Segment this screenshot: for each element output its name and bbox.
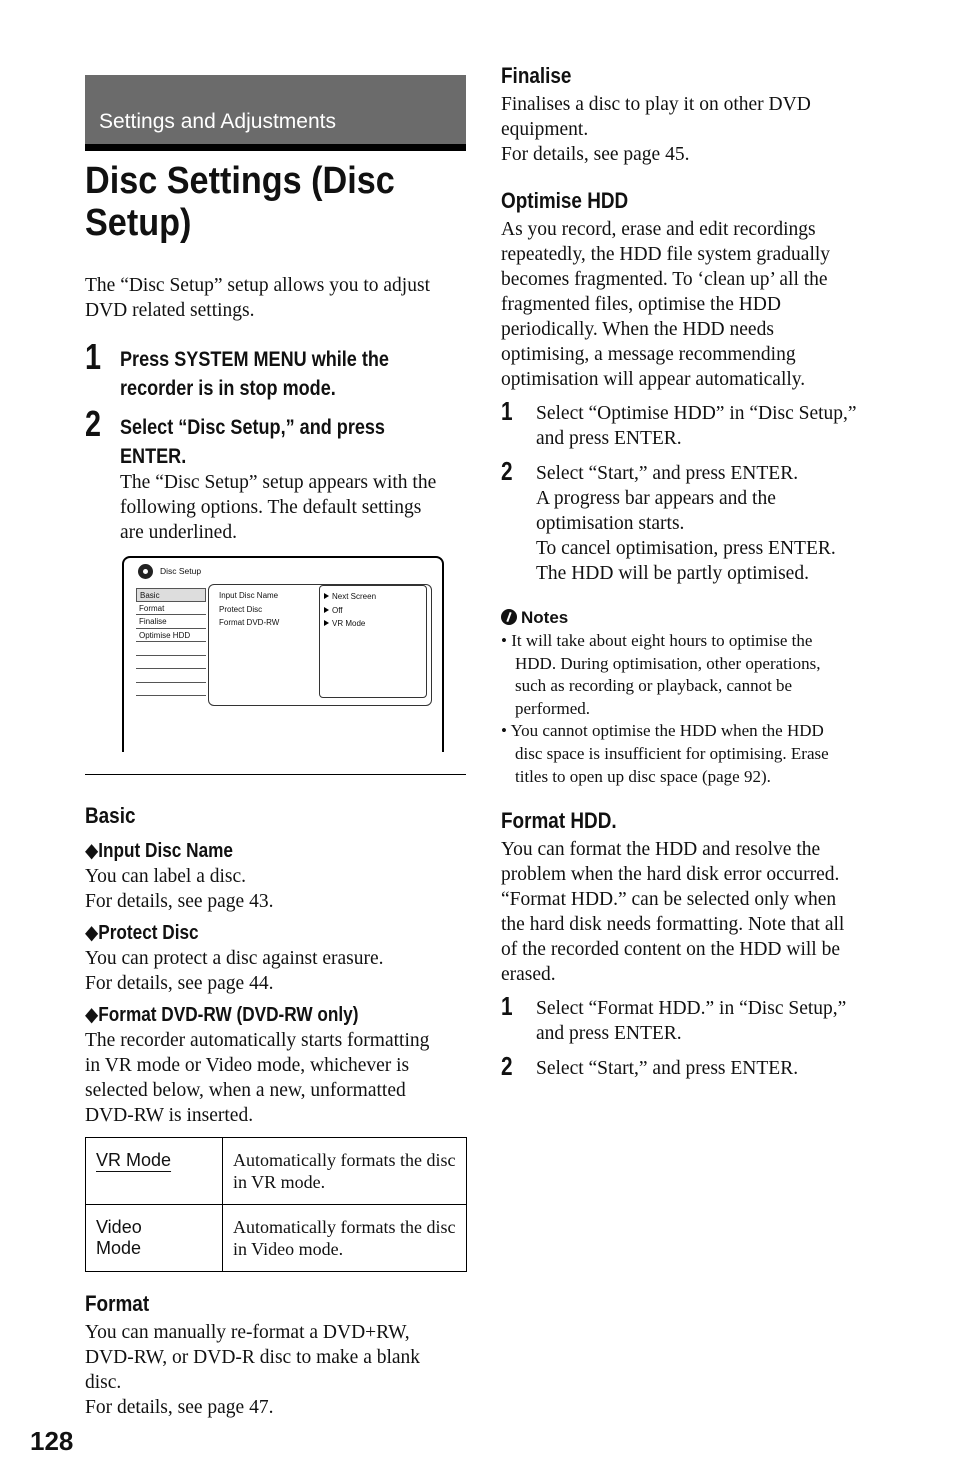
diamond-icon: ◆ xyxy=(85,840,99,862)
menu-item-basic[interactable]: Basic xyxy=(136,588,206,602)
page-number: 128 xyxy=(30,1426,74,1456)
menu-item-optimise-hdd[interactable]: Optimise HDD xyxy=(136,629,206,643)
desc-cell: Automatically formats the disc in Video mode. xyxy=(223,1205,467,1272)
option-labels xyxy=(219,589,279,630)
desc-cell: Automatically formats the disc in VR mode. xyxy=(223,1138,467,1205)
step-number: 1 xyxy=(501,991,513,1021)
menu-item-empty xyxy=(136,642,206,656)
format-text: You can manually re-format a DVD+RW, DVD-RW, or DVD-R disc to make a blank disc. For details, see page 47. xyxy=(85,1322,421,1418)
note-item: • You cannot optimise the HDD when the HDD disc space is insufficient for optimising. Erase titles to open up disc space (page 92). xyxy=(501,721,829,786)
disc-setup-screen xyxy=(122,556,444,752)
protect-disc-text: You can protect a disc against erasure. For details, see page 44. xyxy=(85,948,384,994)
menu-item-format[interactable]: Format xyxy=(136,602,206,616)
section-label: Settings and Adjustments xyxy=(99,110,336,133)
diamond-icon: ◆ xyxy=(85,922,99,944)
mode-table xyxy=(85,1137,467,1272)
step-heading: Press SYSTEM MENU while the recorder is in stop mode. xyxy=(120,348,389,400)
subheading-input-disc-name: ◆Input Disc Name xyxy=(85,840,234,862)
divider xyxy=(85,774,466,775)
disc-icon xyxy=(138,564,153,579)
option-input-disc-name[interactable]: Input Disc Name xyxy=(219,591,279,600)
menu-item-empty xyxy=(136,656,206,670)
section-heading-basic: Basic xyxy=(85,803,136,828)
step-number: 1 xyxy=(85,336,102,377)
input-disc-name-text: You can label a disc. For details, see page 43. xyxy=(85,866,274,912)
option-value: VR Mode xyxy=(332,619,366,628)
page-title: Disc Settings (Disc Setup) xyxy=(85,160,395,244)
notes-heading: Notes xyxy=(501,608,568,628)
screen-menu xyxy=(136,588,206,696)
option-format-dvd-rw[interactable]: Format DVD-RW xyxy=(219,618,280,627)
step-number: 2 xyxy=(85,403,102,444)
step-number: 2 xyxy=(501,456,513,486)
notes-list xyxy=(501,630,881,788)
note-item: • It will take about eight hours to optimise the HDD. During optimisation, other operations, such as recording or playback, cannot be performed. xyxy=(501,631,821,718)
subheading-protect-disc: ◆Protect Disc xyxy=(85,922,199,944)
table-row xyxy=(86,1138,467,1205)
step-number: 2 xyxy=(501,1051,513,1081)
format-hdd-step1-text: Select “Format HDD.” in “Disc Setup,” and press ENTER. xyxy=(536,998,847,1044)
menu-item-empty xyxy=(136,683,206,697)
note-icon xyxy=(501,609,517,625)
option-value: Next Screen xyxy=(332,592,377,601)
menu-item-finalise[interactable]: Finalise xyxy=(136,615,206,629)
step-number: 1 xyxy=(501,396,513,426)
optimise-step2-text: Select “Start,” and press ENTER. A progress bar appears and the optimisation starts. To cancel optimisation, press ENTER. The HDD will be partly optimised. xyxy=(536,463,836,584)
format-dvd-rw-text: The recorder automatically starts formatting in VR mode or Video mode, whichever is selected below, when a new, unformatted DVD-RW is inserted. xyxy=(85,1030,430,1126)
mode-cell: VR Mode xyxy=(86,1138,223,1205)
arrow-right-icon xyxy=(324,593,329,599)
section-heading-finalise: Finalise xyxy=(501,63,572,88)
diamond-icon: ◆ xyxy=(85,1004,99,1026)
section-banner-rule xyxy=(85,144,466,151)
format-hdd-text: You can format the HDD and resolve the problem when the hard disk error occurred. “Format HDD.” can be selected only when the hard disk needs formatting. Note that all of the recorded content on the HDD will be erased. xyxy=(501,839,845,985)
table-row xyxy=(86,1205,467,1272)
optimise-text: As you record, erase and edit recordings repeatedly, the HDD file system gradually becomes fragmented. To ‘clean up’ all the fragmented files, optimise the HDD periodically. When the HDD needs optimising, a message recommending optimisation will appear automatically. xyxy=(501,219,831,390)
menu-item-empty xyxy=(136,669,206,683)
mode-cell: Video Mode xyxy=(86,1205,223,1272)
subheading-format-dvd-rw: ◆Format DVD-RW (DVD-RW only) xyxy=(85,1004,359,1026)
option-protect-disc[interactable]: Protect Disc xyxy=(219,604,263,614)
optimise-step1-text: Select “Optimise HDD” in “Disc Setup,” and press ENTER. xyxy=(536,403,857,449)
intro-text: The “Disc Setup” setup allows you to adjust DVD related settings. xyxy=(85,275,430,321)
screen-title: Disc Setup xyxy=(160,566,202,576)
step-body: The “Disc Setup” setup appears with the following options. The default settings are underlined. xyxy=(120,472,437,543)
arrow-right-icon xyxy=(324,607,329,613)
option-values xyxy=(319,585,427,698)
step-heading: Select “Disc Setup,” and press ENTER. xyxy=(120,416,385,468)
section-heading-format: Format xyxy=(85,1291,150,1316)
option-value: Off xyxy=(332,605,343,615)
options-panel xyxy=(208,584,432,706)
finalise-text: Finalises a disc to play it on other DVD equipment. For details, see page 45. xyxy=(501,94,811,165)
format-hdd-step2-text: Select “Start,” and press ENTER. xyxy=(536,1058,799,1079)
section-heading-optimise-hdd: Optimise HDD xyxy=(501,188,629,213)
section-heading-format-hdd: Format HDD. xyxy=(501,808,617,833)
arrow-right-icon xyxy=(324,620,329,626)
